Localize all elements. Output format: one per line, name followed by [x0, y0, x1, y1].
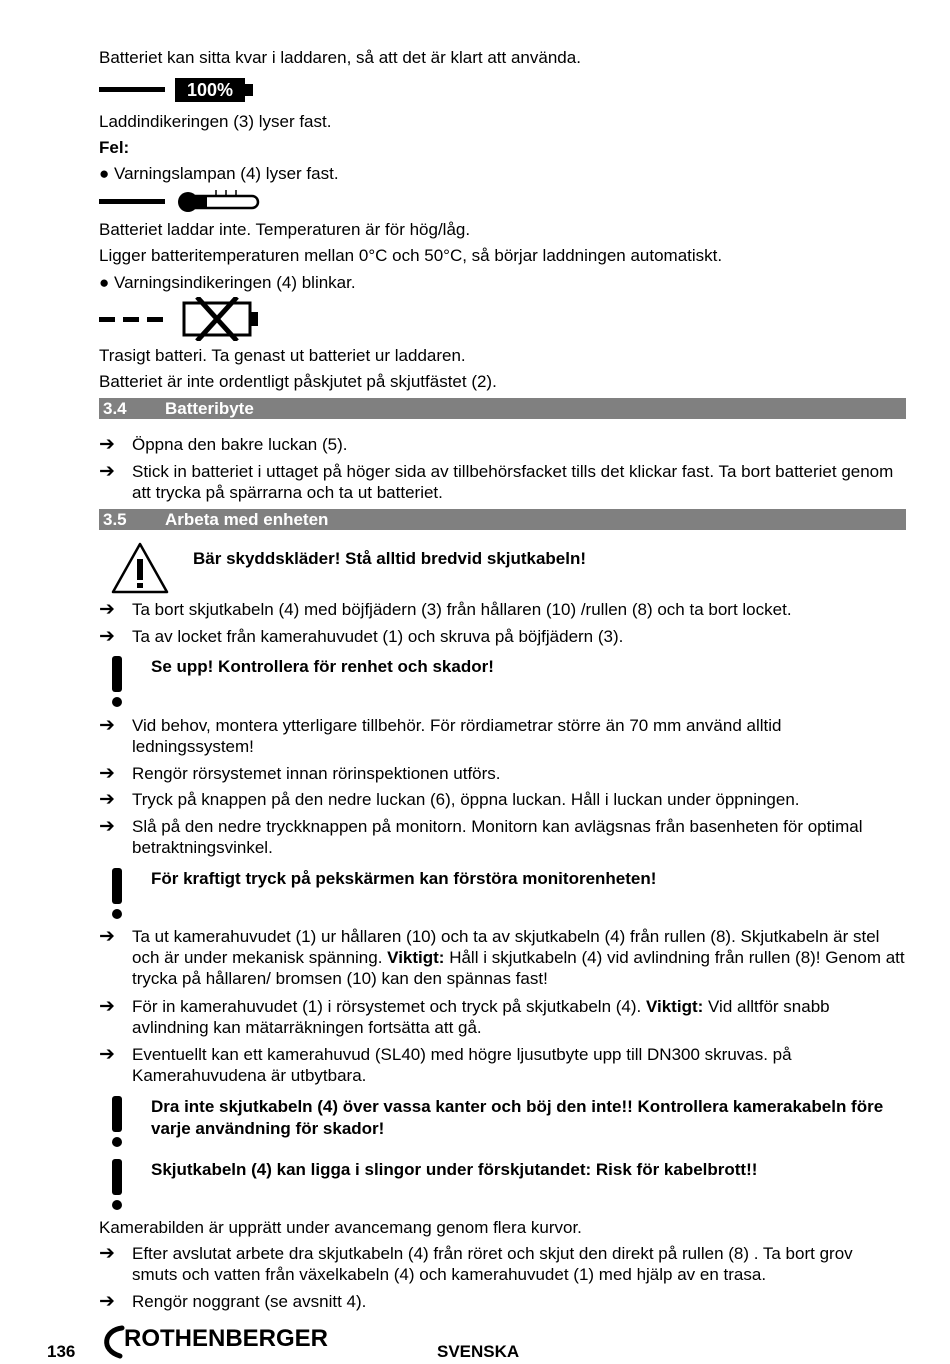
step-text: Vid alltför snabb avlindning kan mätarräkningen fortsätta att gå.	[132, 997, 830, 1037]
arrow-bullet-icon: ➔	[99, 434, 115, 455]
step-item: Rengör rörsystemet innan rörinspektionen utförs.	[132, 764, 501, 783]
warning-triangle-icon	[110, 541, 170, 595]
arrow-bullet-icon: ➔	[99, 789, 115, 810]
text-line: Ligger batteritemperaturen mellan 0°C och 50°C, så börjar laddningen automatiskt.	[99, 246, 723, 265]
exclamation-icon	[109, 1159, 127, 1211]
text-line: Batteriet är inte ordentligt påskjutet på skjutfästet (2).	[99, 372, 497, 391]
step-item: Rengör noggrant (se avsnitt 4).	[132, 1292, 367, 1311]
arrow-bullet-icon: ➔	[99, 1291, 115, 1312]
notice-text: Dra inte skjutkabeln (4) över vassa kanter och böj den inte!! Kontrollera kamerakabeln före varje användning för skador!	[151, 1097, 884, 1138]
brand-name: ROTHENBERGER	[124, 1325, 329, 1352]
exclamation-icon	[109, 656, 127, 708]
text-line: Batteriet laddar inte. Temperaturen är för hög/låg.	[99, 220, 471, 239]
exclamation-icon	[109, 1096, 127, 1148]
arrow-bullet-icon: ➔	[99, 1243, 115, 1264]
section-number: 3.4	[103, 399, 127, 418]
notice-text: För kraftigt tryck på pekskärmen kan förstöra monitorenheten!	[151, 869, 657, 888]
step-item: Tryck på knappen på den nedre luckan (6), öppna luckan. Håll i luckan under öppningen.	[132, 790, 800, 809]
rothenberger-logo	[98, 1322, 348, 1362]
page-number: 136	[47, 1342, 76, 1361]
step-item: Eventuellt kan ett kamerahuvud (SL40) med högre ljusutbyte upp till DN300 skruvas. på Kamerahuvudena är utbytbara.	[132, 1045, 792, 1085]
arrow-bullet-icon: ➔	[99, 599, 115, 620]
section-heading-3-4	[99, 398, 906, 419]
arrow-bullet-icon: ➔	[99, 763, 115, 784]
fault-heading: Fel:	[99, 138, 130, 157]
text-line: ● Varningsindikeringen (4) blinkar.	[99, 273, 356, 292]
step-emphasis: Viktigt:	[645, 997, 704, 1016]
warning-text: Bär skyddskläder! Stå alltid bredvid skjutkabeln!	[193, 549, 587, 568]
text-line: Batteriet kan sitta kvar i laddaren, så att det är klart att använda.	[99, 48, 581, 67]
section-heading-3-5	[99, 509, 906, 530]
broken-battery-indicator-icon	[99, 297, 269, 341]
step-text: För in kamerahuvudet (1) i rörsystemet och tryck på skjutkabeln (4).	[132, 997, 646, 1016]
arrow-bullet-icon: ➔	[99, 816, 115, 837]
thermometer-indicator-icon	[99, 188, 269, 216]
step-item: Stick in batteriet i uttaget på höger sida av tillbehörsfacket tills det klickar fast. Ta bort batteriet genom att trycka på spärrarna och ta ut batteriet.	[132, 462, 894, 502]
exclamation-icon	[109, 868, 127, 920]
arrow-bullet-icon: ➔	[99, 1044, 115, 1065]
notice-text: Skjutkabeln (4) kan ligga i slingor under förskjutandet: Risk för kabelbrott!!	[151, 1160, 758, 1179]
text-line: Laddindikeringen (3) lyser fast.	[99, 112, 332, 131]
step-item: Efter avslutat arbete dra skjutkabeln (4) från röret och skjut den direkt på rullen (8) . Ta bort grov smuts och vatten från växelkabeln (4) och kamerahuvudet (1) med hjälp av en trasa.	[132, 1244, 853, 1284]
step-text: Håll i skjutkabeln (4) vid avlindning från rullen (8)! Genom att trycka på hållaren/ bromsen (10) kan den spännas fast!	[132, 948, 905, 988]
arrow-bullet-icon: ➔	[99, 626, 115, 647]
arrow-bullet-icon: ➔	[99, 996, 115, 1017]
arrow-bullet-icon: ➔	[99, 926, 115, 947]
arrow-bullet-icon: ➔	[99, 715, 115, 736]
battery-full-indicator-icon	[99, 76, 259, 104]
section-title: Arbeta med enheten	[165, 510, 329, 529]
language-label: SVENSKA	[437, 1342, 520, 1361]
step-item	[132, 996, 902, 1038]
notice-text: Se upp! Kontrollera för renhet och skador!	[151, 657, 494, 676]
battery-percent-label: 100%	[186, 80, 234, 100]
step-item: Slå på den nedre tryckknappen på monitorn. Monitorn kan avlägsnas från basenheten för optimal betraktningsvinkel.	[132, 817, 863, 857]
step-text: Ta ut kamerahuvudet (1) ur hållaren (10) och ta av skjutkabeln (4) från rullen (8). Skjutkabeln är stel och är under mekanisk spänning.	[132, 927, 880, 967]
step-item	[132, 926, 907, 989]
section-number: 3.5	[103, 510, 127, 529]
text-line: Kamerabilden är upprätt under avancemang genom flera kurvor.	[99, 1218, 582, 1237]
text-line: ● Varningslampan (4) lyser fast.	[99, 164, 339, 183]
section-title: Batteribyte	[165, 399, 254, 418]
step-emphasis: Viktigt:	[387, 948, 445, 967]
step-item: Ta bort skjutkabeln (4) med böjfjädern (3) från hållaren (10) /rullen (8) och ta bort locket.	[132, 600, 792, 619]
arrow-bullet-icon: ➔	[99, 461, 115, 482]
text-line: Trasigt batteri. Ta genast ut batteriet ur laddaren.	[99, 346, 466, 365]
step-item: Ta av locket från kamerahuvudet (1) och skruva på böjfjädern (3).	[132, 627, 624, 646]
step-item: Vid behov, montera ytterligare tillbehör. För rördiametrar större än 70 mm använd alltid ledningssystem!	[132, 716, 782, 756]
step-item: Öppna den bakre luckan (5).	[132, 435, 348, 454]
